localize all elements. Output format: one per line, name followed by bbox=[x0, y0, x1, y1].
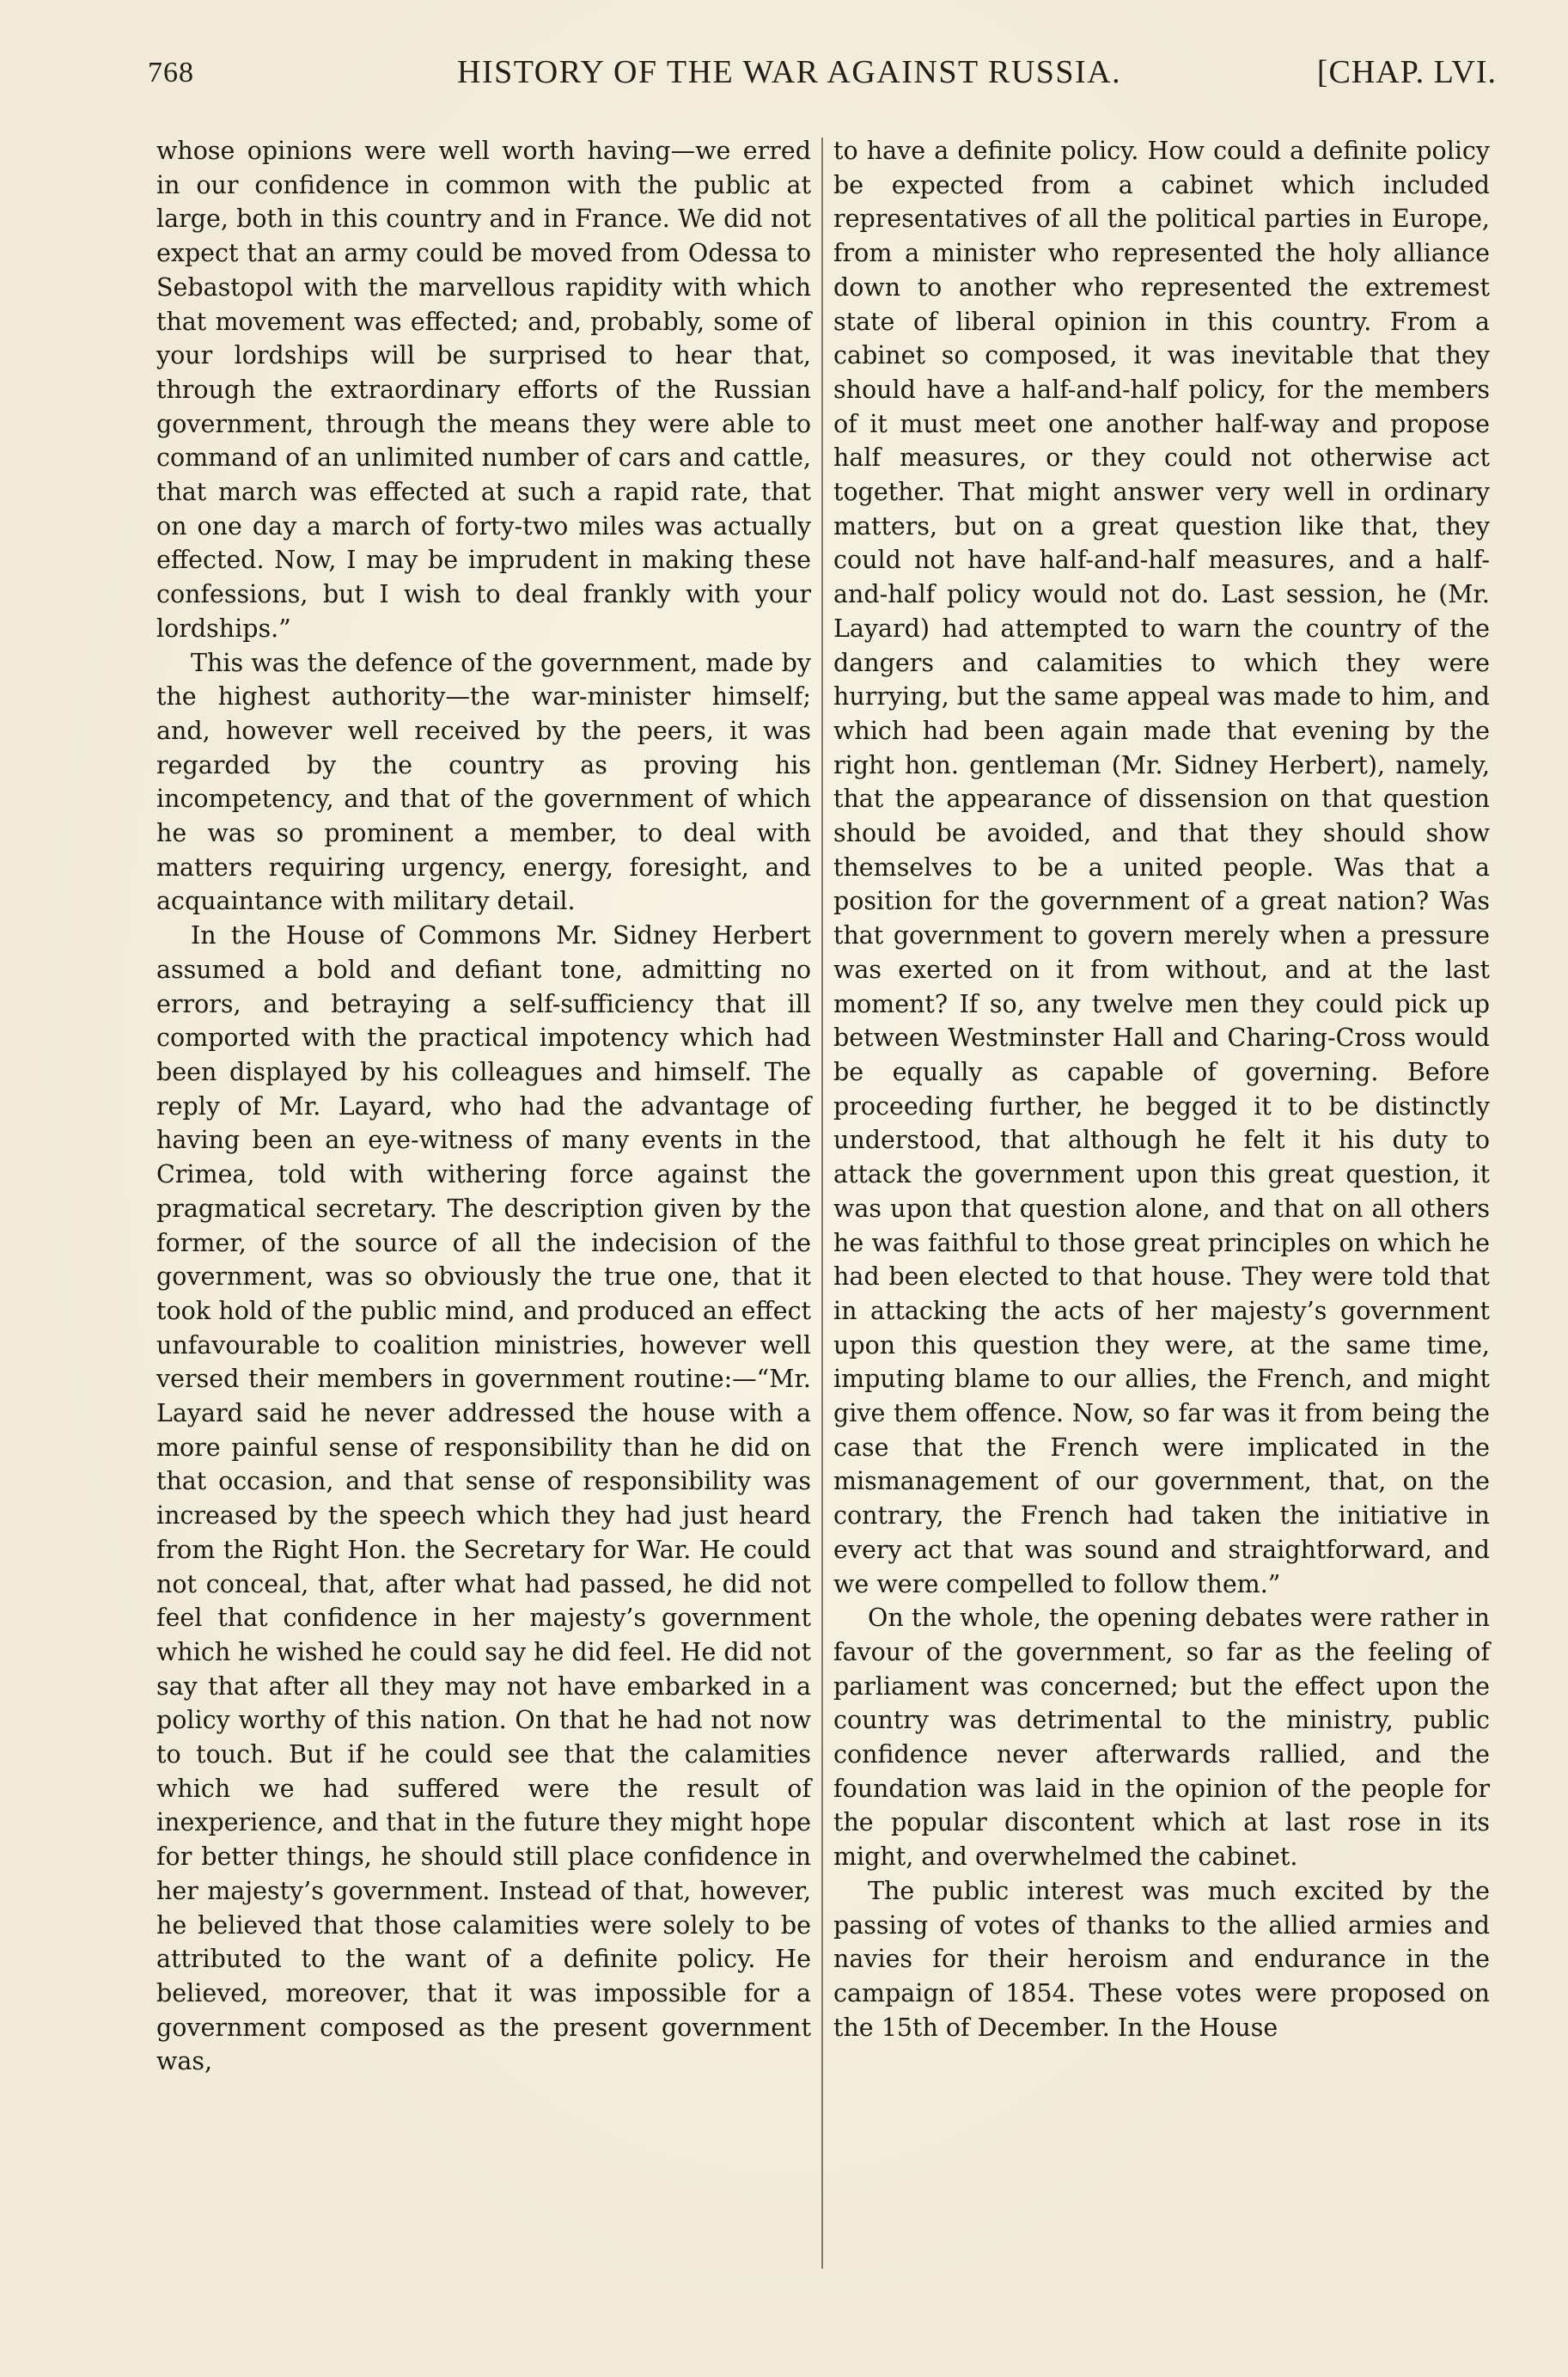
running-header bbox=[148, 53, 1497, 105]
paragraph: This was the defence of the government, made by the highest authority—the war-minister himself; and, however well received by the peers, it was regarded by the country as proving his incompetency, and that of the government of which he was so prominent a member, to deal with matters requiring urgency, energy, foresight, and acquaintance with military detail. bbox=[156, 648, 811, 916]
paragraph: to have a definite policy. How could a definite policy be expected from a cabinet which included representatives of all the political parties in Europe, from a minister who represented the holy alliance down to another who represented the extremest state of liberal opinion in this country. From a cabinet so composed, it was inevitable that they should have a half-and-half policy, for the members of it must meet one another half-way and propose half measures, or they could not otherwise act together. That might answer very well in ordinary matters, but on a great question like that, they could not have half-and-half measures, and a half-and-half policy would not do. Last session, he (Mr. Layard) had attempted to warn the country of the dangers and calamities to which they were hurrying, but the same appeal was made to him, and which had been again made that evening by the right hon. gentleman (Mr. Sidney Herbert), namely, that the appearance of dissension on that question should be avoided, and that they should show themselves to be a united people. Was that a position for the government of a great nation? Was that government to govern merely when a pressure was exerted on it from without, and at the last moment? If so, any twelve men they could pick up between Westminster Hall and Charing-Cross would be equally as capable of governing. Before proceeding further, he begged it to be distinctly understood, that although he felt it his duty to attack the government upon this great question, it was upon that question alone, and that on all others he was faithful to those great principles on which he had been elected to that house. They were told that in attacking the acts of her majesty’s government upon this question they were, at the same time, imputing blame to our allies, the French, and might give them offence. Now, so far was it from being the case that the French were implicated in the mismanagement of our government, that, on the contrary, the French had taken the initiative in every act that was sound and straightforward, and we were compelled to follow them.” bbox=[833, 137, 1490, 1598]
right-column bbox=[833, 134, 1490, 2044]
paragraph: whose opinions were well worth having—we erred in our confidence in common with the public at large, both in this country and in France. We did not expect that an army could be moved from Odessa to Sebastopol with the marvellous rapidity with which that movement was effected; and, probably, some of your lordships will be surprised to hear that, through the extraordinary efforts of the Russian government, through the means they were able to command of an unlimited number of cars and cattle, that march was effected at such a rapid rate, that on one day a march of forty-two miles was actually effected. Now, I may be imprudent in making these confessions, but I wish to deal frankly with your lordships.” bbox=[156, 137, 811, 643]
running-title: HISTORY OF THE WAR AGAINST RUSSIA. bbox=[457, 54, 1122, 90]
chapter-label: [CHAP. LVI. bbox=[1316, 54, 1497, 90]
paragraph: The public interest was much excited by the passing of votes of thanks to the allied armies and navies for their heroism and endurance in the campaign of 1854. These votes were proposed on the 15th of December. In the House bbox=[833, 1876, 1490, 2042]
paragraph: On the whole, the opening debates were rather in favour of the government, so far as the feeling of parliament was concerned; but the effect upon the country was detrimental to the ministry, public confidence never afterwards rallied, and the foundation was laid in the opinion of the people for the popular discontent which at last rose in its might, and overwhelmed the cabinet. bbox=[833, 1604, 1490, 1872]
page-number: 768 bbox=[148, 57, 194, 89]
column-divider bbox=[821, 137, 823, 2269]
paragraph: In the House of Commons Mr. Sidney Herbert assumed a bold and defiant tone, admitting no errors, and betraying a self-sufficiency that ill comported with the practical impotency which had been displayed by his colleagues and himself. The reply of Mr. Layard, who had the advantage of having been an eye-witness of many events in the Crimea, told with withering force against the pragmatical secretary. The description given by the former, of the source of all the indecision of the government, was so obviously the true one, that it took hold of the public mind, and produced an effect unfavourable to coalition ministries, however well versed their members in government routine:—“Mr. Layard said he never addressed the house with a more painful sense of responsibility than he did on that occasion, and that sense of responsibility was increased by the speech which they had just heard from the Right Hon. the Secretary for War. He could not conceal, that, after what had passed, he did not feel that confidence in her majesty’s government which he wished he could say he did feel. He did not say that after all they may not have embarked in a policy worthy of this nation. On that he had not now to touch. But if he could see that the calamities which we had suffered were the result of inexperience, and that in the future they might hope for better things, he should still place confidence in her majesty’s government. Instead of that, however, he believed that those calamities were solely to be attributed to the want of a definite policy. He believed, moreover, that it was impossible for a government composed as the present government was, bbox=[156, 921, 811, 2076]
left-column bbox=[156, 134, 811, 2079]
